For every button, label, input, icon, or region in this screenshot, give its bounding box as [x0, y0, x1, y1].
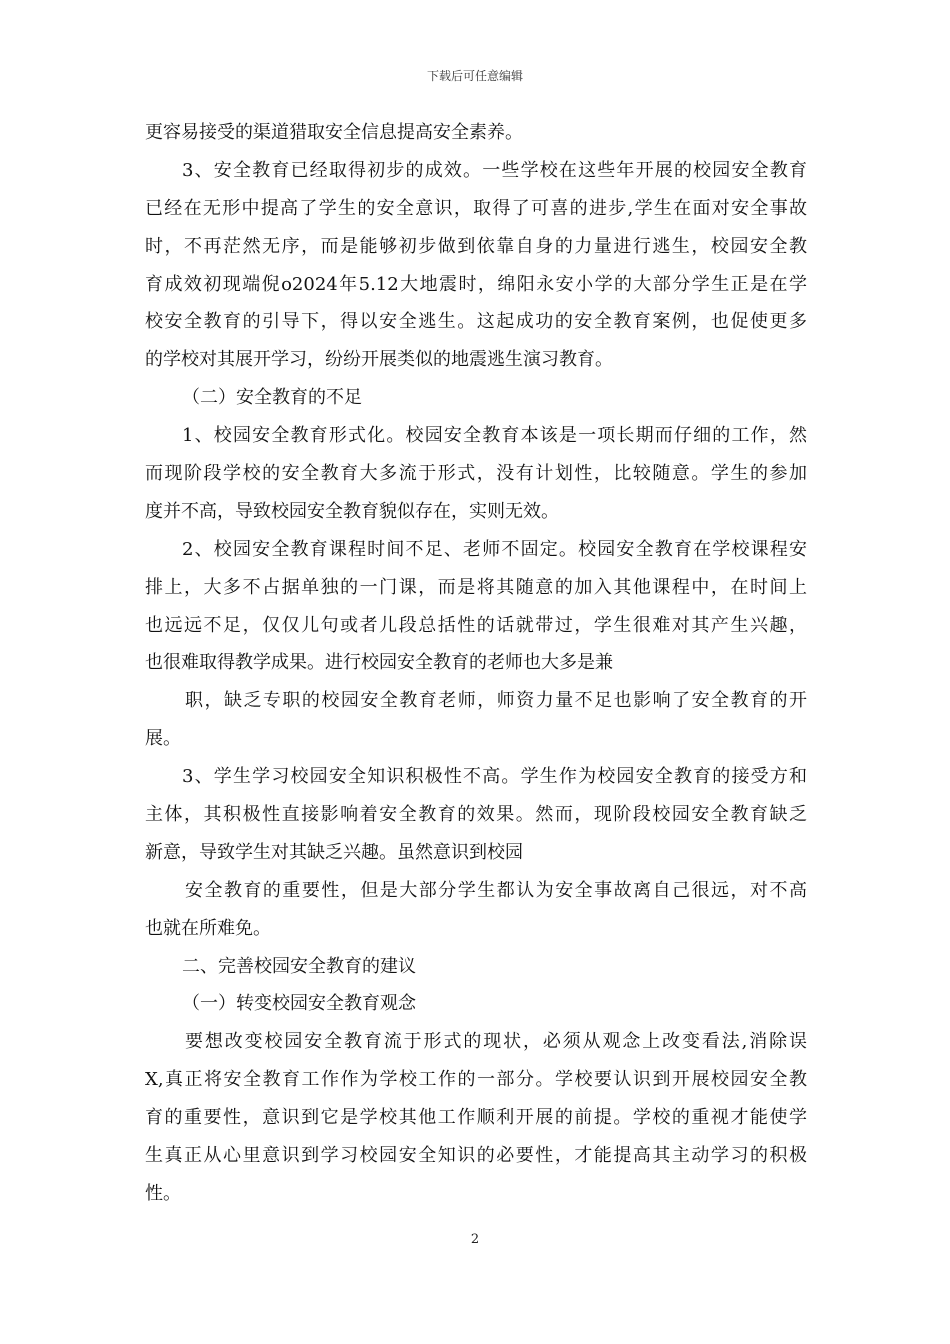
- section-heading: （一）转变校园安全教育观念: [182, 993, 416, 1015]
- text-line: 3、安全教育已经取得初步的成效。一些学校在这些年开展的校园安全教育: [182, 159, 807, 181]
- text-line: 已经在无形中提高了学生的安全意识，取得了可喜的进步,学生在面对安全事故: [145, 197, 807, 219]
- text-line: 要想改变校园安全教育流于形式的现状，必须从观念上改变看法,消除误: [185, 1031, 807, 1053]
- section-heading: （二）安全教育的不足: [182, 387, 362, 409]
- text-line: 而现阶段学校的安全教育大多流于形式，没有计划性，比较随意。学生的参加: [145, 463, 807, 485]
- text-line: X,真正将安全教育工作作为学校工作的一部分。学校要认识到开展校园安全教: [145, 1069, 807, 1091]
- text-line: 性。: [145, 1182, 181, 1204]
- section-heading: 二、完善校园安全教育的建议: [182, 955, 416, 977]
- text-line: 也很难取得教学成果。进行校园安全教育的老师也大多是兼: [145, 652, 613, 674]
- text-line: 也远远不足，仅仅儿句或者儿段总括性的话就带过，学生很难对其产生兴趣，: [145, 614, 807, 636]
- text-line: 也就在所难免。: [145, 917, 271, 939]
- page-number: 2: [470, 1232, 480, 1247]
- text-line: 新意，导致学生对其缺乏兴趣。虽然意识到校园: [145, 841, 523, 863]
- text-line: 校安全教育的引导下，得以安全逃生。这起成功的安全教育案例，也促使更多: [145, 311, 807, 333]
- text-line: 排上，大多不占据单独的一门课，而是将其随意的加入其他课程中，在时间上: [145, 576, 807, 598]
- text-line: 时，不再茫然无序，而是能够初步做到依靠自身的力量进行逃生，校园安全教: [145, 235, 807, 257]
- text-line: 2、校园安全教育课程时间不足、老师不固定。校园安全教育在学校课程安: [182, 538, 807, 560]
- text-line: 1、校园安全教育形式化。校园安全教育本该是一项长期而仔细的工作，然: [182, 425, 807, 447]
- document-body: [145, 114, 807, 1213]
- text-line: 展。: [145, 728, 181, 750]
- text-line: 育的重要性，意识到它是学校其他工作顺利开展的前提。学校的重视才能使学: [145, 1107, 807, 1129]
- text-line: 的学校对其展开学习，纷纷开展类似的地震逃生演习教育。: [145, 349, 613, 371]
- text-line: 育成效初现端倪o2024年5.12大地震时，绵阳永安小学的大部分学生正是在学: [145, 273, 807, 295]
- page-header: 下载后可任意编辑: [426, 69, 523, 83]
- text-line: 3、学生学习校园安全知识积极性不高。学生作为校园安全教育的接受方和: [182, 766, 807, 788]
- text-line: 职，缺乏专职的校园安全教育老师，师资力量不足也影响了安全教育的开: [185, 690, 807, 712]
- text-line: 更容易接受的渠道猎取安全信息提高安全素养。: [145, 122, 523, 143]
- text-line: 生真正从心里意识到学习校园安全知识的必要性，才能提高其主动学习的积极: [145, 1145, 807, 1167]
- text-line: 安全教育的重要性，但是大部分学生都认为安全事故离自己很远，对不高: [185, 879, 807, 901]
- text-line: 度并不高，导致校园安全教育貌似存在，实则无效。: [145, 500, 559, 522]
- text-line: 主体，其积极性直接影响着安全教育的效果。然而，现阶段校园安全教育缺乏: [145, 804, 807, 826]
